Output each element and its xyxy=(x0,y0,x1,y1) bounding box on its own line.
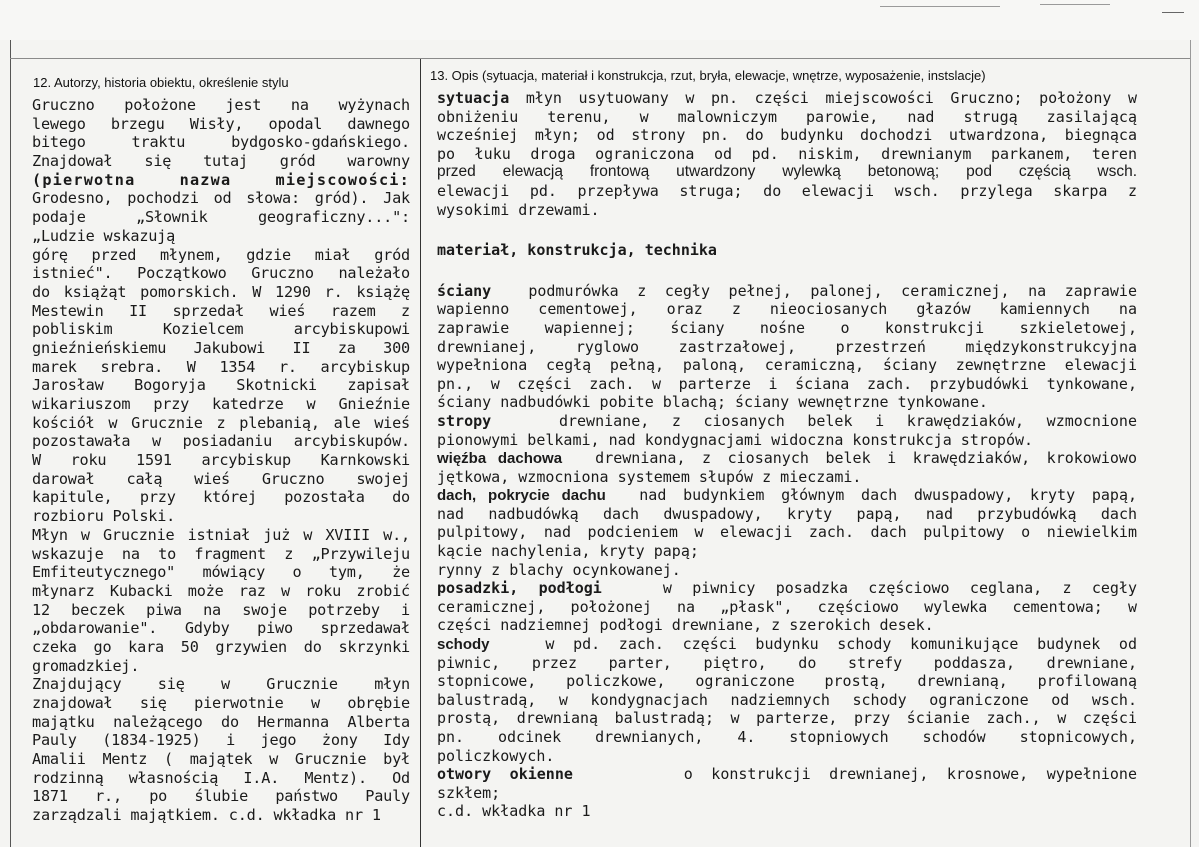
history-line: istnieć". Początkowo Gruczno należało xyxy=(32,264,410,283)
wiezba-line: jętkowa, wzmocniona systemem słupów z mieczami. xyxy=(437,467,862,486)
history-line: kościół w Grucznie z plebanią, ale wieś xyxy=(32,413,410,432)
section-12-heading: 12. Autorzy, historia obiektu, określenie stylu xyxy=(33,75,289,90)
history-line: Znajdował się tutaj gród warowny xyxy=(32,152,410,171)
history-line: rozbioru Polski. xyxy=(32,507,176,526)
sytuacja-line: po łuku droga ograniczona od pd. niskim, drewnianym parkanem, teren xyxy=(437,144,1137,163)
label-otwory: otwory okienne xyxy=(437,765,573,784)
history-line: majątku należącego do Hermanna Alberta xyxy=(32,712,410,731)
posadzki-line: w piwnicy posadzka częściowo ceglana, z cegły xyxy=(662,579,1138,598)
history-line: „obdarowanie". Gdyby piwo sprzedawał xyxy=(32,619,410,638)
top-border xyxy=(10,58,1190,59)
history-line: gnieźnieńskiemu Jakubowi II za 300 xyxy=(32,338,410,357)
label-stropy: stropy xyxy=(437,411,492,430)
history-line: (pierwotna nazwa miejscowości: xyxy=(32,170,410,189)
sciany-line: zaprawie wapiennej; ściany nośne o konstrukcji szkieletowej, xyxy=(437,318,1137,337)
dach-line: rynny z blachy ocynkowanej. xyxy=(437,560,681,579)
column-divider xyxy=(420,58,421,847)
history-line: pozostawała w posiadaniu arcybiskupów. xyxy=(32,432,410,451)
schody-line: stopnicowe, policzkowe, ograniczone prostą, drewnianą, profilowaną xyxy=(437,672,1137,691)
dach-line: nad budynkiem głównym dach dwuspadowy, kryty papą, xyxy=(639,486,1138,505)
schody-line: pn. odcinek drewnianych, 4. stopniowych schodów stopnicowych, xyxy=(437,728,1137,746)
history-line: czeka go kara 50 grzywien do skrzynki xyxy=(32,637,410,656)
history-line: Młyn w Grucznie istniał już w XVIII w., xyxy=(32,525,410,544)
sytuacja-line: obniżeniu terenu, w malowniczym parowie, nad strugą zasilającą xyxy=(437,107,1137,126)
history-line: podaje „Słownik geograficzny...": xyxy=(32,208,410,227)
otwory-line: c.d. wkładka nr 1 xyxy=(437,802,591,821)
history-line: bitego traktu bydgosko-gdańskiego. xyxy=(32,133,410,152)
history-line: pobliskim Kozielcem arcybiskupowi xyxy=(32,320,410,339)
description-text xyxy=(437,89,1137,821)
history-line: wskazuje na to fragment z „Przywileju xyxy=(32,544,410,563)
history-line: Jarosław Bogoryja Skotnicki zapisał xyxy=(32,376,410,395)
history-line: „Ludzie wskazują xyxy=(32,226,176,245)
history-line: znajdował się pierwotnie w obrębie xyxy=(32,694,410,712)
label-wiezba: więźba dachowa xyxy=(437,450,563,468)
history-line: Mestewin II sprzedał wieś razem z xyxy=(32,301,410,320)
sciany-line: wypełniona cegłą pełną, paloną, ceramiczną, ściany zewnętrzne elewacji xyxy=(437,356,1137,375)
history-line: młynarz Kubacki może raz w roku zrobić xyxy=(32,581,410,600)
history-line: Amalii Mentz ( majątek w Grucznie był xyxy=(32,750,410,769)
dach-line: nad nadbudówką dach dwuspadowy, kryty papą, nad przybudówką dach xyxy=(437,504,1137,523)
sytuacja-line: elewacji pd. przepływa struga; do elewacji wsch. przylega skarpa z xyxy=(437,181,1137,200)
sytuacja-line: przed elewacją frontową utwardzony wylewką betonową; pod częścią wsch. xyxy=(437,163,1137,181)
history-line: wikariuszom przy katedrze w Gnieźnie xyxy=(32,395,410,413)
section-13-heading: 13. Opis (sytuacja, materiał i konstrukcja, rzut, bryła, elewacje, wnętrze, wyposażenie, instslacje) xyxy=(430,68,986,83)
scan-artifact-line xyxy=(1040,4,1110,5)
sciany-line: wapienno cementowej, oraz z nieociosanych głazów kamiennych na xyxy=(437,300,1137,319)
label-sytuacja: sytuacja xyxy=(437,89,510,107)
history-line: zarządzali majątkiem. c.d. wkładka nr 1 xyxy=(32,806,381,825)
history-line: darował całą wieś Gruczno swojej xyxy=(32,469,410,488)
otwory-line: o konstrukcji drewnianej, krosnowe, wypełnione xyxy=(683,765,1137,784)
history-line: 1871 r., po ślubie państwo Pauly xyxy=(32,787,410,806)
sciany-line: drewnianej, ryglowo zastrzałowej, przestrzeń międzykonstrukcyjna xyxy=(437,337,1137,356)
history-line: 12 beczek piwa na swoje potrzeby i xyxy=(32,600,410,619)
history-line: marek srebra. W 1354 r. arcybiskup xyxy=(32,357,410,376)
scan-artifact-line xyxy=(880,6,1000,7)
schody-line: piwnic, przez parter, piętro, do strefy poddasza, drewniane, xyxy=(437,653,1137,672)
history-line: Emfiteutycznego" mówiący o tym, że xyxy=(32,563,410,582)
schody-line: prostą, drewnianą balustradą; w parterze, przy ścianie zach., w części xyxy=(437,709,1137,728)
otwory-line: szkłem; xyxy=(437,783,501,802)
label-dach: dach, pokrycie dachu xyxy=(437,487,606,505)
history-text xyxy=(32,96,410,825)
stropy-line: drewniane, z ciosanych belek i krawędziaków, wzmocnione xyxy=(558,411,1137,430)
history-line: górę przed młynem, gdzie miał gród xyxy=(32,245,410,264)
schody-line: policzkowych. xyxy=(437,746,555,765)
dach-line: kącie nachylenia, kryty papą; xyxy=(437,542,699,561)
history-line: Gruczno położone jest na wyżynach xyxy=(32,96,410,114)
history-line: W roku 1591 arcybiskup Karnkowski xyxy=(32,451,410,470)
history-line: lewego brzegu Wisły, opodal dawnego xyxy=(32,114,410,133)
sciany-line: ściany nadbudówki pobite blachą; ściany wewnętrzne tynkowane. xyxy=(437,393,988,412)
left-border xyxy=(10,40,11,847)
schody-line: balustradą, w kondygnacjach nadziemnych schody ograniczone od wsch. xyxy=(437,690,1137,709)
right-border xyxy=(1190,40,1191,847)
wiezba-line: drewniana, z ciosanych belek i krawędziaków, krokowiowo xyxy=(595,449,1137,468)
scan-artifact-mark xyxy=(1162,12,1184,13)
stropy-line: pionowymi belkami, nad kondygnacjami widoczna konstrukcja stropów. xyxy=(437,430,1034,449)
sytuacja-line: wysokimi drzewami. xyxy=(437,200,600,219)
label-schody: schody xyxy=(437,636,490,654)
label-sciany: ściany xyxy=(437,281,492,300)
posadzki-line: ceramicznej, położonej na „płask", częściowo wylewka cementowa; w xyxy=(437,597,1137,616)
scan-top-margin xyxy=(0,0,1199,40)
history-line: do książąt pomorskich. W 1290 r. książę xyxy=(32,282,410,301)
sciany-line: pn., w części zach. w parterze i ściana zach. przybudówki tynkowane, xyxy=(437,374,1137,393)
history-line: Pauly (1834-1925) i jego żony Idy xyxy=(32,731,410,750)
sytuacja-line: młyn usytuowany w pn. części miejscowości Gruczno; położony w xyxy=(525,89,1137,107)
history-line: kapitule, przy której pozostała do xyxy=(32,488,410,507)
history-line: gromadzkiej. xyxy=(32,656,140,675)
material-heading: materiał, konstrukcja, technika xyxy=(437,241,717,260)
dach-line: pulpitowy, nad podcieniem w elewacji zach. dach pulpitowy o niewielkim xyxy=(437,523,1137,542)
sciany-line: podmurówka z cegły pełnej, palonej, ceramicznej, na zaprawie xyxy=(528,281,1137,300)
history-line: rodzinną własnością I.A. Mentz). Od xyxy=(32,768,410,787)
history-line: Grodesno, pochodzi od słowa: gród). Jak xyxy=(32,189,410,208)
history-line: Znajdujący się w Grucznie młyn xyxy=(32,675,410,694)
posadzki-line: części nadziemnej podłogi drewniane, z szerokich desek. xyxy=(437,616,934,635)
label-posadzki: posadzki, podłogi xyxy=(437,579,602,598)
schody-line: w pd. zach. części budynku schody komunikujące budynek od xyxy=(545,635,1137,654)
sytuacja-line: wcześniej młyn; od strony pn. do budynku dochodzi utwardzona, biegnąca xyxy=(437,126,1137,145)
